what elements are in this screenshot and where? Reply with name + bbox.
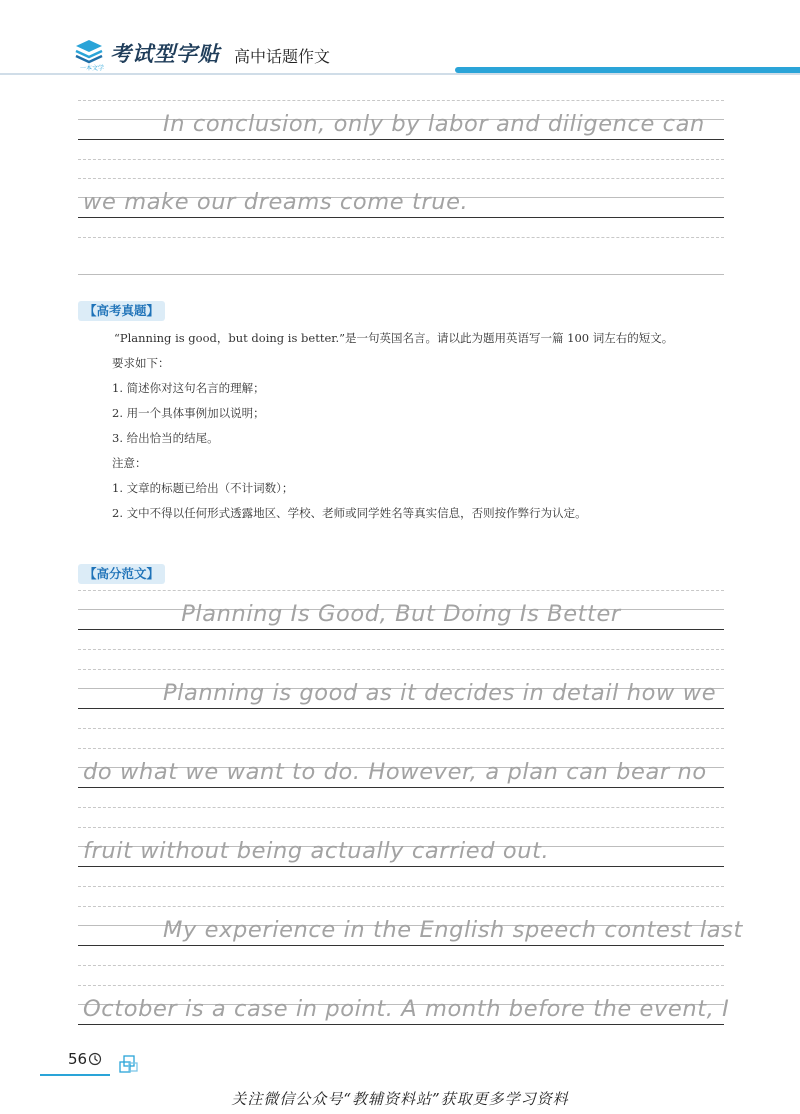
- essay-title-trace: Planning Is Good, But Doing Is Better: [181, 601, 621, 627]
- exam-prompt: [84, 326, 724, 526]
- page-number: 56: [68, 1050, 88, 1068]
- brand-title: 考试型字贴: [110, 41, 220, 66]
- practice-row: [78, 827, 724, 907]
- logo-subtext: 一本文学: [80, 65, 105, 72]
- header-accent-bar: [455, 67, 800, 73]
- stacked-squares-icon: [118, 1054, 140, 1074]
- footer-note: 关注微信公众号“教辅资料站”获取更多学习资料: [231, 1090, 569, 1108]
- note-item: 2. 文中不得以任何形式透露地区、学校、老师或同学姓名等真实信息，否则按作弊行为认定。: [112, 506, 587, 520]
- note-title: 注意：: [112, 456, 147, 470]
- prompt-paragraph: “Planning is good，but doing is better.”是一句英国名言。请以此为题用英语写一篇 100 词左右的短文。: [114, 331, 674, 345]
- trace-text: In conclusion, only by labor and diligence can: [163, 111, 705, 137]
- practice-row: [78, 748, 724, 828]
- practice-row-end: [78, 256, 724, 276]
- book-subtitle: 高中话题作文: [234, 47, 331, 66]
- requirements-title: 要求如下：: [112, 356, 170, 370]
- practice-row: [78, 669, 724, 749]
- trace-text: we make our dreams come true.: [83, 189, 469, 215]
- footer-accent-line: [40, 1074, 110, 1076]
- section-badge-exam: 【高考真题】: [78, 301, 165, 321]
- book-stack-logo-icon: [74, 38, 104, 64]
- page-header: [0, 0, 800, 80]
- requirement-item: 1. 简述你对这句名言的理解；: [112, 381, 265, 395]
- practice-row: [78, 178, 724, 258]
- trace-text: My experience in the English speech contest last: [163, 917, 743, 943]
- practice-row-title: [78, 590, 724, 670]
- practice-row: [78, 985, 730, 1029]
- practice-row: [78, 906, 743, 986]
- trace-text: Planning is good as it decides in detail how we: [163, 680, 717, 706]
- note-item: 1. 文章的标题已给出（不计词数）；: [112, 481, 294, 495]
- requirement-item: 2. 用一个具体事例加以说明；: [112, 406, 265, 420]
- header-divider: [0, 73, 800, 75]
- trace-text: fruit without being actually carried out.: [83, 838, 550, 864]
- section-badge-model-essay: 【高分范文】: [78, 564, 165, 584]
- requirement-item: 3. 给出恰当的结尾。: [112, 431, 219, 445]
- trace-text: do what we want to do. However, a plan can bear no: [83, 759, 707, 785]
- practice-row: [78, 100, 724, 180]
- clock-deco-icon: [88, 1052, 102, 1066]
- trace-text: October is a case in point. A month before the event, I: [83, 996, 730, 1022]
